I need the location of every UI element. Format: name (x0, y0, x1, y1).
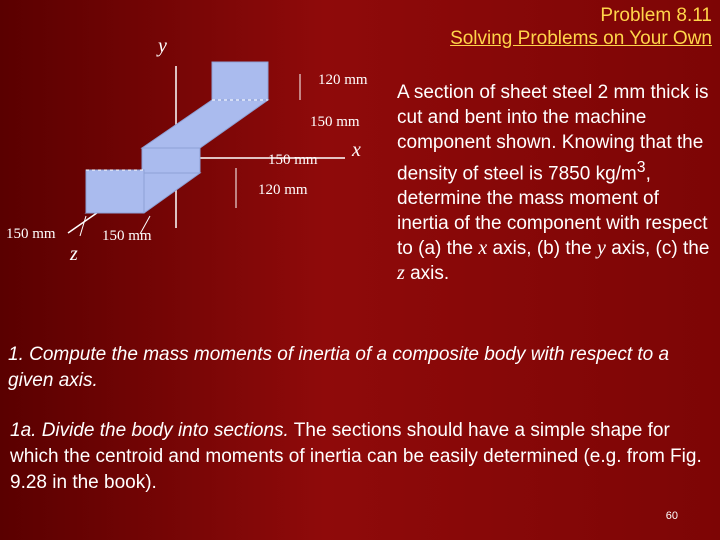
y-axis-label: y (158, 35, 167, 57)
density-exponent: 3 (636, 159, 646, 176)
x-variable: x (478, 237, 488, 260)
y-variable: y (597, 237, 606, 260)
dim-vertical: 120 mm (258, 182, 308, 198)
z-axis-label: z (70, 243, 78, 265)
problem-text-2: , determine the mass moment of inertia of the component with respect to (a) the (397, 163, 708, 260)
dim-line-bottom-left (80, 216, 86, 236)
dim-bottom-right: 150 mm (102, 228, 152, 244)
problem-statement (397, 80, 715, 286)
top-flange (212, 62, 268, 100)
problem-text-5: axis. (404, 263, 450, 285)
dim-top-flange: 120 mm (318, 72, 368, 88)
page-number: 60 (665, 510, 678, 522)
z-variable: z (397, 262, 405, 285)
header (450, 4, 712, 50)
component-figure (0, 28, 395, 273)
problem-text-3: axis, (b) the (487, 238, 598, 260)
dim-bottom-left: 150 mm (6, 226, 56, 242)
problem-text-4: axis, (c) the (605, 238, 710, 260)
step-1: 1. Compute the mass moments of inertia of a composite body with respect to a given axis. (8, 344, 670, 391)
x-axis-label: x (352, 139, 361, 161)
dim-middle: 150 mm (268, 152, 318, 168)
step-1a-heading: 1a. Divide the body into sections. (10, 420, 289, 441)
step-1a (10, 418, 710, 496)
bottom-flange (86, 170, 144, 213)
step-1a-body: The sections should have a simple shape for which the centroid and moments of inertia can be easily determined (e.g. from Fig. 9.28 in the book). (10, 420, 702, 493)
dim-top-width: 150 mm (310, 114, 360, 130)
problem-text-1: A section of sheet steel 2 mm thick is cut and bent into the machine component shown. Knowing that the density of steel is 7850 kg/m (397, 82, 709, 185)
problem-title: Problem 8.11 (600, 5, 712, 26)
section-subtitle: Solving Problems on Your Own (450, 28, 712, 49)
top-plate (142, 100, 268, 148)
vertical-plate (142, 148, 200, 173)
